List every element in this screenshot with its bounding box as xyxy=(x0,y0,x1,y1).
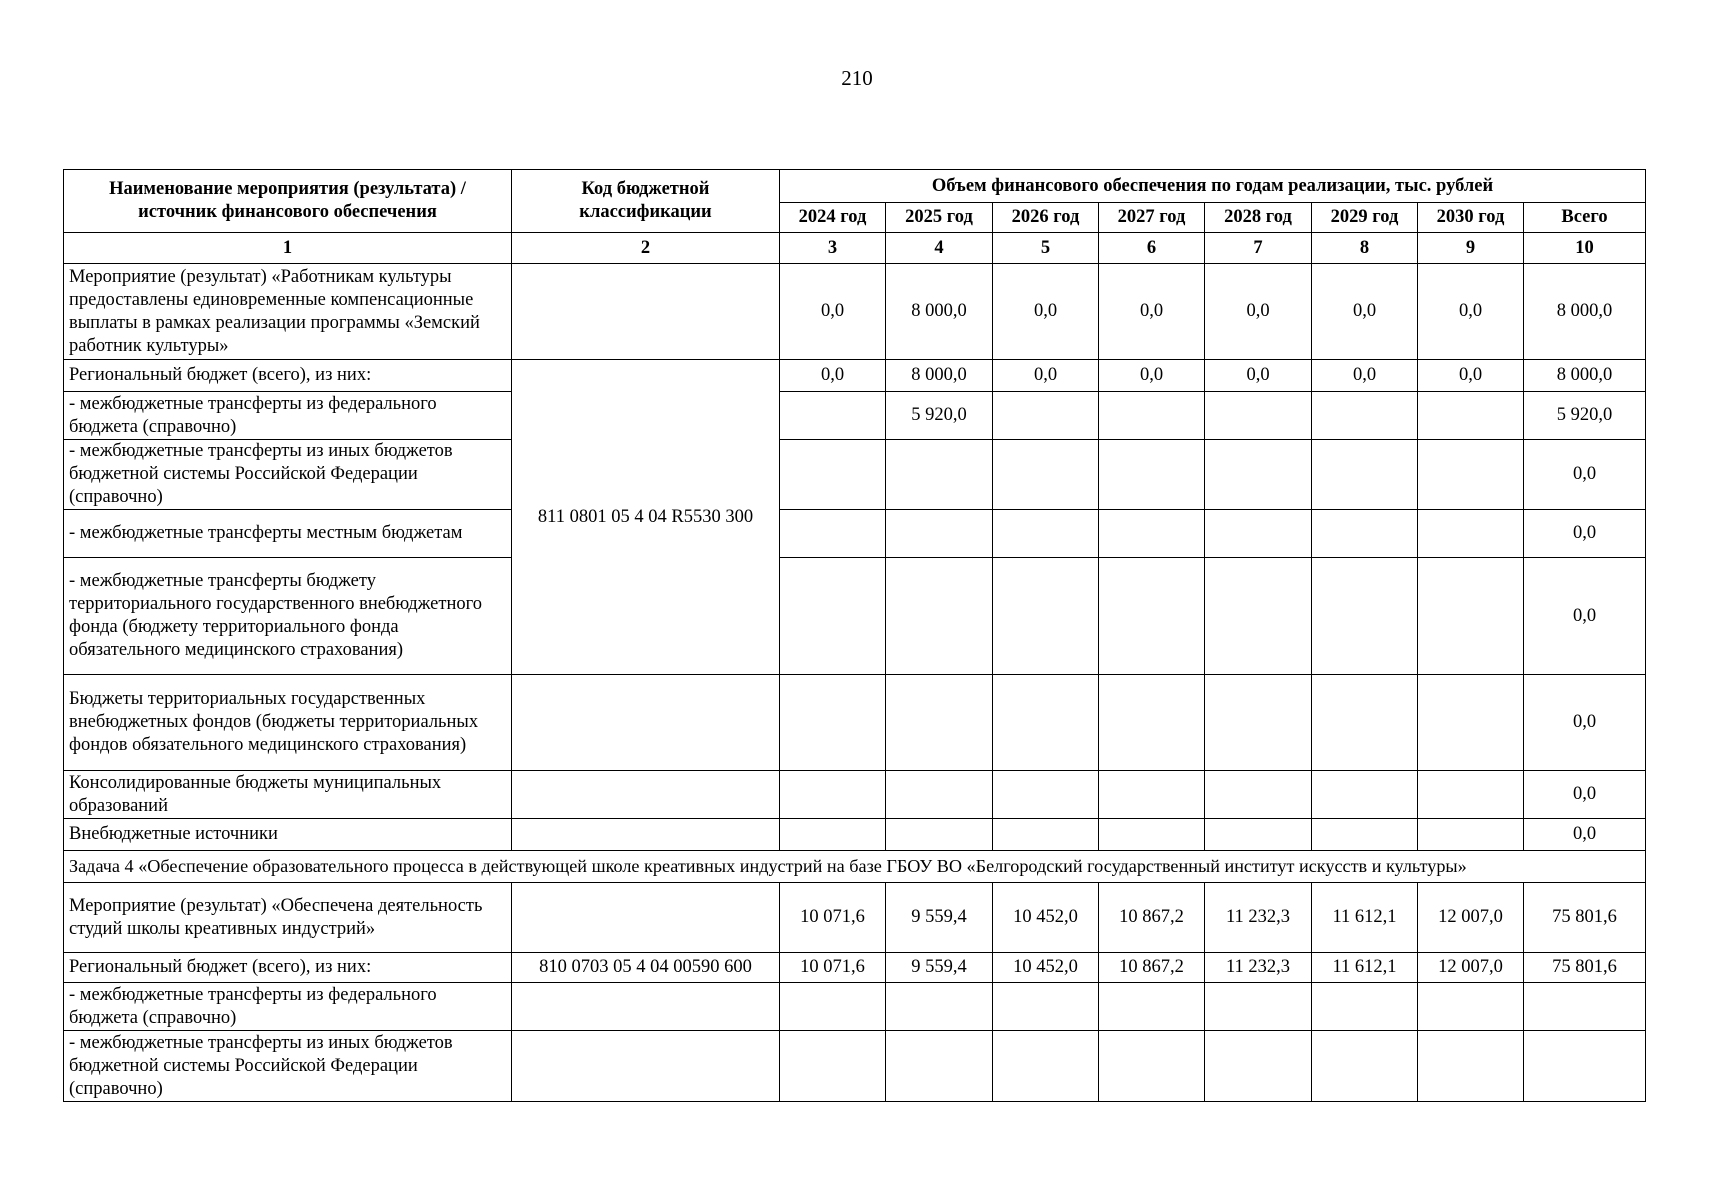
value-cell: 10 452,0 xyxy=(993,883,1099,953)
value-cell: 0,0 xyxy=(1099,360,1205,392)
value-cell: 11 232,3 xyxy=(1205,883,1312,953)
total-cell: 0,0 xyxy=(1524,510,1646,558)
value-cell: 10 867,2 xyxy=(1099,883,1205,953)
value-cell xyxy=(993,819,1099,851)
value-cell xyxy=(1418,558,1524,675)
column-number: 5 xyxy=(993,233,1099,264)
row-name: Мероприятие (результат) «Обеспечена деятельность студий школы креативных индустрий» xyxy=(64,883,512,953)
value-cell: 0,0 xyxy=(1312,264,1418,360)
header-name-column: Наименование мероприятия (результата) / источник финансового обеспечения xyxy=(64,170,512,233)
value-cell xyxy=(993,392,1099,440)
value-cell xyxy=(886,510,993,558)
total-cell: 75 801,6 xyxy=(1524,953,1646,983)
column-number: 9 xyxy=(1418,233,1524,264)
total-cell: 0,0 xyxy=(1524,675,1646,771)
value-cell xyxy=(780,675,886,771)
value-cell xyxy=(780,440,886,510)
total-cell xyxy=(1524,983,1646,1031)
table-row xyxy=(64,1031,1646,1102)
value-cell: 8 000,0 xyxy=(886,264,993,360)
header-year: 2027 год xyxy=(1099,203,1205,233)
header-volume-column: Объем финансового обеспечения по годам реализации, тыс. рублей xyxy=(780,170,1646,203)
value-cell xyxy=(1418,392,1524,440)
value-cell xyxy=(1099,558,1205,675)
budget-code-cell xyxy=(512,1031,780,1102)
total-cell: 0,0 xyxy=(1524,819,1646,851)
value-cell xyxy=(1099,819,1205,851)
table-row xyxy=(64,819,1646,851)
column-number: 1 xyxy=(64,233,512,264)
row-name: Бюджеты территориальных государственных внебюджетных фондов (бюджеты территориальных фондов обязательного медицинского страхования) xyxy=(64,675,512,771)
value-cell xyxy=(780,983,886,1031)
row-name: Консолидированные бюджеты муниципальных образований xyxy=(64,771,512,819)
value-cell xyxy=(993,1031,1099,1102)
value-cell: 10 867,2 xyxy=(1099,953,1205,983)
table-row xyxy=(64,558,1646,675)
value-cell: 11 612,1 xyxy=(1312,953,1418,983)
table-row xyxy=(64,983,1646,1031)
value-cell xyxy=(1312,558,1418,675)
value-cell xyxy=(1099,771,1205,819)
value-cell xyxy=(1099,675,1205,771)
value-cell xyxy=(1205,440,1312,510)
column-number: 4 xyxy=(886,233,993,264)
value-cell xyxy=(886,440,993,510)
value-cell xyxy=(1312,983,1418,1031)
value-cell xyxy=(780,819,886,851)
value-cell xyxy=(1205,1031,1312,1102)
value-cell xyxy=(886,1031,993,1102)
row-name: - межбюджетные трансферты из федерального бюджета (справочно) xyxy=(64,983,512,1031)
header-year: 2029 год xyxy=(1312,203,1418,233)
table-row xyxy=(64,883,1646,953)
row-name: - межбюджетные трансферты из иных бюджетов бюджетной системы Российской Федерации (справочно) xyxy=(64,1031,512,1102)
value-cell xyxy=(1418,983,1524,1031)
value-cell: 0,0 xyxy=(993,360,1099,392)
table-row xyxy=(64,440,1646,510)
value-cell xyxy=(1099,983,1205,1031)
value-cell xyxy=(886,771,993,819)
value-cell xyxy=(1205,392,1312,440)
value-cell xyxy=(1418,440,1524,510)
value-cell: 12 007,0 xyxy=(1418,953,1524,983)
column-number: 7 xyxy=(1205,233,1312,264)
value-cell xyxy=(1312,510,1418,558)
value-cell xyxy=(1205,819,1312,851)
value-cell xyxy=(1418,771,1524,819)
value-cell: 0,0 xyxy=(1205,360,1312,392)
value-cell xyxy=(1099,1031,1205,1102)
value-cell: 0,0 xyxy=(1312,360,1418,392)
value-cell xyxy=(886,558,993,675)
value-cell xyxy=(1418,1031,1524,1102)
column-number: 8 xyxy=(1312,233,1418,264)
total-cell: 0,0 xyxy=(1524,558,1646,675)
page-number: 210 xyxy=(841,66,873,90)
value-cell: 0,0 xyxy=(1099,264,1205,360)
header-year: 2026 год xyxy=(993,203,1099,233)
value-cell xyxy=(1205,510,1312,558)
value-cell: 0,0 xyxy=(780,360,886,392)
financing-table xyxy=(63,169,1646,1102)
value-cell: 5 920,0 xyxy=(886,392,993,440)
value-cell: 11 612,1 xyxy=(1312,883,1418,953)
value-cell xyxy=(993,510,1099,558)
value-cell: 10 071,6 xyxy=(780,953,886,983)
value-cell: 11 232,3 xyxy=(1205,953,1312,983)
row-name: Мероприятие (результат) «Работникам культуры предоставлены единовременные компенсационные выплаты в рамках реализации программы «Земский работник культуры» xyxy=(64,264,512,360)
budget-code-cell: 810 0703 05 4 04 00590 600 xyxy=(512,953,780,983)
header-year: 2028 год xyxy=(1205,203,1312,233)
table-row xyxy=(64,675,1646,771)
total-cell: 0,0 xyxy=(1524,771,1646,819)
value-cell xyxy=(993,440,1099,510)
row-name: Региональный бюджет (всего), из них: xyxy=(64,360,512,392)
value-cell xyxy=(1312,440,1418,510)
budget-code-cell: 811 0801 05 4 04 R5530 300 xyxy=(512,360,780,675)
value-cell xyxy=(1312,392,1418,440)
value-cell xyxy=(1312,1031,1418,1102)
value-cell xyxy=(780,1031,886,1102)
total-cell: 75 801,6 xyxy=(1524,883,1646,953)
value-cell xyxy=(993,558,1099,675)
table-row xyxy=(64,953,1646,983)
value-cell: 0,0 xyxy=(1205,264,1312,360)
value-cell xyxy=(1418,819,1524,851)
value-cell: 0,0 xyxy=(780,264,886,360)
header-total: Всего xyxy=(1524,203,1646,233)
value-cell xyxy=(780,392,886,440)
task-title: Задача 4 «Обеспечение образовательного процесса в действующей школе креативных индустрий на базе ГБОУ ВО «Белгородский государственный институт искусств и культуры» xyxy=(64,851,1646,883)
value-cell: 12 007,0 xyxy=(1418,883,1524,953)
value-cell xyxy=(780,558,886,675)
row-name: - межбюджетные трансферты местным бюджетам xyxy=(64,510,512,558)
value-cell xyxy=(1205,771,1312,819)
value-cell: 10 452,0 xyxy=(993,953,1099,983)
value-cell xyxy=(780,510,886,558)
budget-code-cell xyxy=(512,983,780,1031)
value-cell xyxy=(1418,675,1524,771)
value-cell xyxy=(1205,675,1312,771)
table-row xyxy=(64,264,1646,360)
row-name: - межбюджетные трансферты из иных бюджетов бюджетной системы Российской Федерации (справочно) xyxy=(64,440,512,510)
column-number: 10 xyxy=(1524,233,1646,264)
row-name: - межбюджетные трансферты бюджету территориального государственного внебюджетного фонда (бюджету территориального фонда обязательного медицинского страхования) xyxy=(64,558,512,675)
header-year: 2024 год xyxy=(780,203,886,233)
budget-code-cell xyxy=(512,264,780,360)
value-cell: 10 071,6 xyxy=(780,883,886,953)
value-cell xyxy=(1099,440,1205,510)
budget-code-cell xyxy=(512,771,780,819)
value-cell: 9 559,4 xyxy=(886,953,993,983)
row-name: Внебюджетные источники xyxy=(64,819,512,851)
total-cell: 0,0 xyxy=(1524,440,1646,510)
value-cell xyxy=(886,819,993,851)
header-year: 2025 год xyxy=(886,203,993,233)
budget-code-cell xyxy=(512,819,780,851)
column-number: 3 xyxy=(780,233,886,264)
table-row xyxy=(64,392,1646,440)
total-cell xyxy=(1524,1031,1646,1102)
value-cell: 9 559,4 xyxy=(886,883,993,953)
total-cell: 8 000,0 xyxy=(1524,360,1646,392)
value-cell xyxy=(993,675,1099,771)
value-cell xyxy=(1205,983,1312,1031)
total-cell: 8 000,0 xyxy=(1524,264,1646,360)
value-cell xyxy=(1312,771,1418,819)
budget-code-cell xyxy=(512,883,780,953)
header-code-column: Код бюджетной классификации xyxy=(512,170,780,233)
value-cell xyxy=(886,675,993,771)
value-cell: 0,0 xyxy=(1418,360,1524,392)
table-row xyxy=(64,510,1646,558)
value-cell: 8 000,0 xyxy=(886,360,993,392)
table-row xyxy=(64,360,1646,392)
value-cell xyxy=(1312,819,1418,851)
row-name: - межбюджетные трансферты из федерального бюджета (справочно) xyxy=(64,392,512,440)
value-cell xyxy=(993,771,1099,819)
row-name: Региональный бюджет (всего), из них: xyxy=(64,953,512,983)
value-cell xyxy=(1099,510,1205,558)
total-cell: 5 920,0 xyxy=(1524,392,1646,440)
task-row xyxy=(64,851,1646,883)
column-number: 2 xyxy=(512,233,780,264)
value-cell xyxy=(1099,392,1205,440)
value-cell xyxy=(1418,510,1524,558)
value-cell xyxy=(993,983,1099,1031)
value-cell: 0,0 xyxy=(993,264,1099,360)
value-cell xyxy=(780,771,886,819)
value-cell xyxy=(886,983,993,1031)
value-cell: 0,0 xyxy=(1418,264,1524,360)
value-cell xyxy=(1205,558,1312,675)
budget-code-cell xyxy=(512,675,780,771)
value-cell xyxy=(1312,675,1418,771)
table-row xyxy=(64,771,1646,819)
column-number: 6 xyxy=(1099,233,1205,264)
header-year: 2030 год xyxy=(1418,203,1524,233)
